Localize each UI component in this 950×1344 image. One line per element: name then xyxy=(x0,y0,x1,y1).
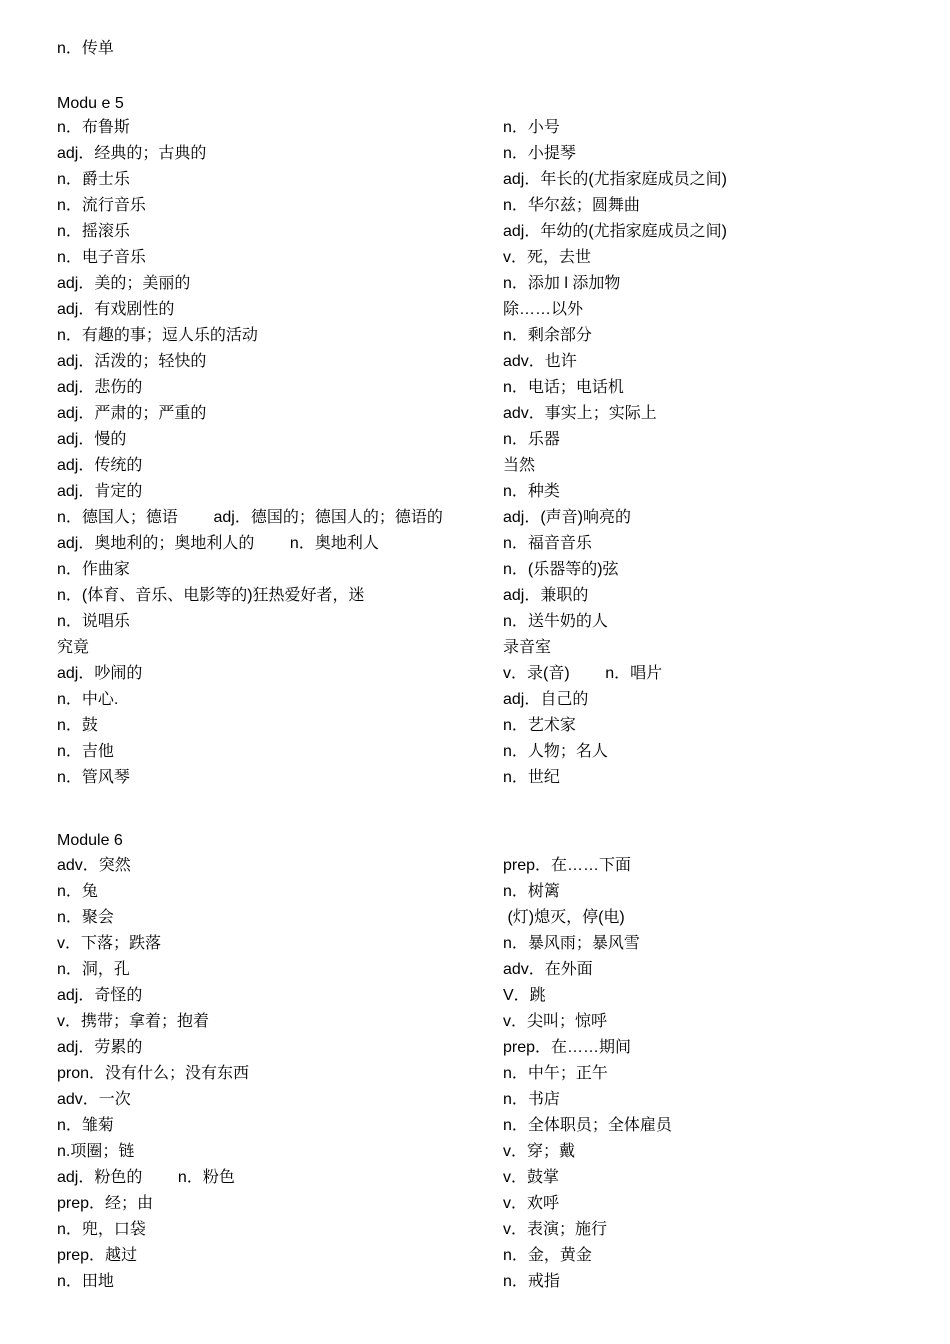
vocab-entry: adj．奇怪的 xyxy=(57,987,143,1004)
vocab-entry: prep．在……下面 xyxy=(503,857,632,874)
vocab-entry: adv．突然 xyxy=(57,857,131,874)
vocab-entry: n．金，黄金 xyxy=(503,1247,592,1264)
vocab-entry: n．洞，孔 xyxy=(57,961,130,978)
vocab-entry: n．吉他 xyxy=(57,743,114,760)
vocab-entry: n．雏菊 xyxy=(57,1117,114,1134)
vocab-entry: adj．传统的 xyxy=(57,457,143,474)
vocab-entry: n．摇滚乐 xyxy=(57,223,130,240)
vocab-entry: pron．没有什么；没有东西 xyxy=(57,1065,250,1082)
vocab-entry: adj．悲伤的 xyxy=(57,379,143,396)
vocab-entry: n．福音音乐 xyxy=(503,535,592,552)
vocab-entry: v．下落；跌落 xyxy=(57,935,162,952)
vocab-entry: adj．活泼的；轻快的 xyxy=(57,353,207,370)
vocab-entry: adv．在外面 xyxy=(503,961,593,978)
vocab-entry: n．管风琴 xyxy=(57,769,130,786)
vocab-entry: n．电话；电话机 xyxy=(503,379,624,396)
vocab-entry: adj．吵闹的 xyxy=(57,665,143,682)
vocab-entry: n．聚会 xyxy=(57,909,114,926)
vocab-entry: adj．经典的；古典的 xyxy=(57,145,207,162)
vocab-entry: n．(体育、音乐、电影等的)狂热爱好者，迷 xyxy=(57,587,365,604)
vocab-entry: n．剩余部分 xyxy=(503,327,592,344)
vocab-entry: adj．劳累的 xyxy=(57,1039,143,1056)
vocab-entry: adj．粉色的 n．粉色 xyxy=(57,1169,235,1186)
vocab-entry: v．携带；拿着；抱着 xyxy=(57,1013,210,1030)
vocab-entry: n．鼓 xyxy=(57,717,98,734)
vocab-entry: n．乐器 xyxy=(503,431,560,448)
vocab-entry: n．艺术家 xyxy=(503,717,576,734)
vocab-entry: n．人物；名人 xyxy=(503,743,608,760)
vocab-entry: prep．越过 xyxy=(57,1247,138,1264)
vocab-entry: prep．在……期间 xyxy=(503,1039,632,1056)
vocab-entry: n．小提琴 xyxy=(503,145,576,162)
vocab-entry: n．德国人；德语 adj．德国的；德国人的；德语的 xyxy=(57,509,443,526)
vocab-entry: adv．事实上；实际上 xyxy=(503,405,657,422)
vocab-entry: adj．兼职的 xyxy=(503,587,589,604)
vocab-entry: n．华尔兹；圆舞曲 xyxy=(503,197,640,214)
vocab-entry: n．小号 xyxy=(503,119,560,136)
module6-left-column xyxy=(57,853,249,1295)
vocab-entry: adj．严肃的；严重的 xyxy=(57,405,207,422)
module6-heading: Module 6 xyxy=(57,832,123,849)
vocab-entry: adj．年幼的(尤指家庭成员之间) xyxy=(503,223,728,240)
top-line: n．传单 xyxy=(57,40,114,57)
vocab-entry: v．尖叫；惊呼 xyxy=(503,1013,608,1030)
vocab-entry: adj．肯定的 xyxy=(57,483,143,500)
vocab-entry: adj．奥地利的；奥地利人的 n．奥地利人 xyxy=(57,535,379,552)
vocab-entry: n．添加 l 添加物 xyxy=(503,275,621,292)
vocab-entry: n.项圈；链 xyxy=(57,1143,135,1160)
vocab-entry: n．全体职员；全体雇员 xyxy=(503,1117,672,1134)
vocab-entry: v．欢呼 xyxy=(503,1195,560,1212)
vocab-entry: n．作曲家 xyxy=(57,561,130,578)
vocab-entry: n．电子音乐 xyxy=(57,249,146,266)
vocab-entry: n．树篱 xyxy=(503,883,560,900)
vocab-entry: v．鼓掌 xyxy=(503,1169,560,1186)
vocab-entry: n．布鲁斯 xyxy=(57,119,130,136)
vocab-entry: n．爵士乐 xyxy=(57,171,130,188)
vocab-entry: adj．有戏剧性的 xyxy=(57,301,175,318)
module5-heading: Modu e 5 xyxy=(57,95,124,112)
vocab-entry: V．跳 xyxy=(503,987,546,1004)
vocab-entry: (灯)熄灭，停(电) xyxy=(503,909,625,926)
vocab-entry: n．世纪 xyxy=(503,769,560,786)
vocab-entry: prep．经；由 xyxy=(57,1195,154,1212)
vocab-entry: adj．慢的 xyxy=(57,431,127,448)
vocab-entry: n．(乐器等的)弦 xyxy=(503,561,619,578)
vocab-entry: adj．(声音)响亮的 xyxy=(503,509,632,526)
vocab-entry: n．有趣的事；逗人乐的活动 xyxy=(57,327,258,344)
vocab-entry: v．穿；戴 xyxy=(503,1143,576,1160)
vocab-entry: n．兔 xyxy=(57,883,98,900)
vocab-entry: n．戒指 xyxy=(503,1273,560,1290)
vocab-entry: adj．美的；美丽的 xyxy=(57,275,191,292)
vocab-entry: n．中心. xyxy=(57,691,119,708)
vocab-entry: n．流行音乐 xyxy=(57,197,146,214)
vocab-entry: 究竟 xyxy=(57,639,90,656)
module5-left-column xyxy=(57,115,443,791)
vocab-entry: n．说唱乐 xyxy=(57,613,130,630)
vocab-entry: v．录(音) n．唱片 xyxy=(503,665,663,682)
module6-right-column xyxy=(503,853,672,1295)
vocab-entry: adv．一次 xyxy=(57,1091,131,1108)
module5-right-column xyxy=(503,115,727,791)
vocab-entry: n．种类 xyxy=(503,483,560,500)
vocab-entry: v．死，去世 xyxy=(503,249,592,266)
vocab-entry: 录音室 xyxy=(503,639,552,656)
vocab-entry: adj．自己的 xyxy=(503,691,589,708)
vocab-entry: n．暴风雨；暴风雪 xyxy=(503,935,640,952)
vocab-entry: 除……以外 xyxy=(503,301,584,318)
vocab-entry: n．田地 xyxy=(57,1273,114,1290)
vocab-entry: n．书店 xyxy=(503,1091,560,1108)
vocab-entry: 当然 xyxy=(503,457,536,474)
vocab-entry: n．送牛奶的人 xyxy=(503,613,608,630)
vocab-entry: v．表演；施行 xyxy=(503,1221,608,1238)
vocab-entry: adv．也许 xyxy=(503,353,577,370)
vocab-entry: n．中午；正午 xyxy=(503,1065,608,1082)
vocab-entry: n．兜，口袋 xyxy=(57,1221,146,1238)
vocab-entry: adj．年长的(尤指家庭成员之间) xyxy=(503,171,728,188)
